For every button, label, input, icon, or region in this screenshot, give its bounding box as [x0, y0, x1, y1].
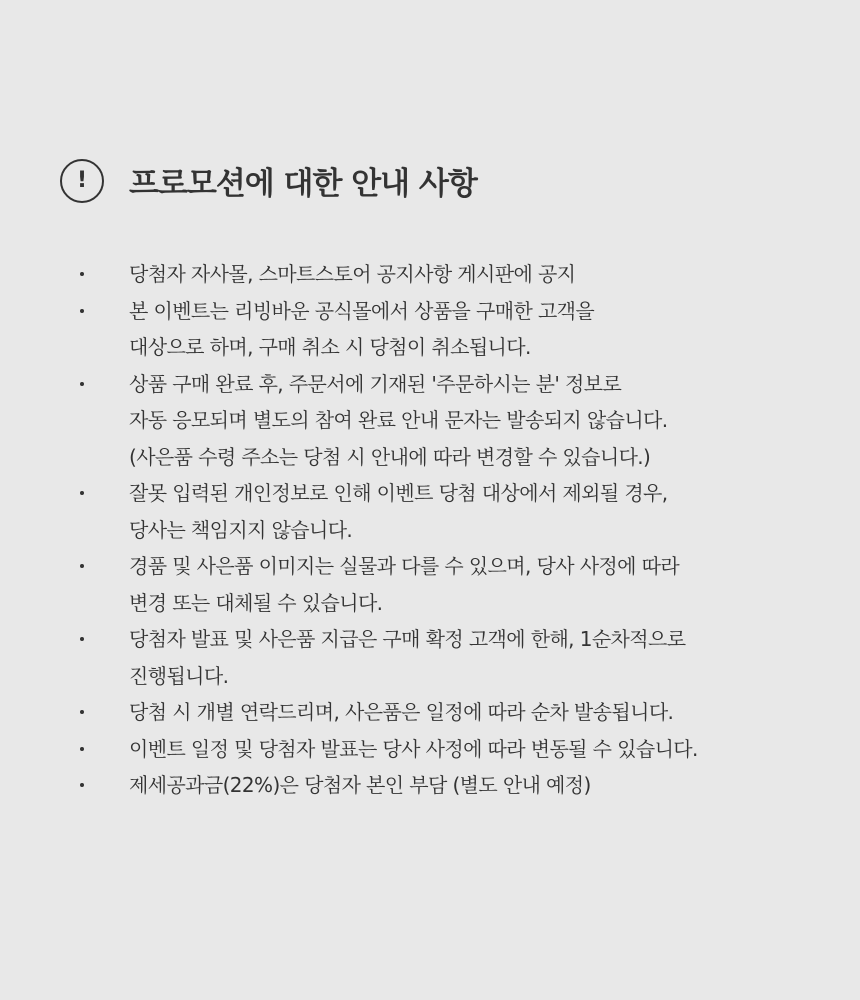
notice-item [0, 621, 860, 694]
bullet-icon [80, 256, 90, 293]
bullet-icon [80, 475, 90, 512]
notice-line: 경품 및 사은품 이미지는 실물과 다를 수 있으며, 당사 사정에 따라 [129, 554, 680, 578]
notice-line: 변경 또는 대체될 수 있습니다. [129, 590, 383, 615]
notice-item [0, 293, 860, 366]
bullet-icon [80, 767, 90, 804]
bullet-icon [80, 366, 90, 403]
notice-item [0, 366, 860, 476]
notice-line: 당사는 책임지지 않습니다. [129, 517, 353, 542]
notice-line: (사은품 수령 주소는 당첨 시 안내에 따라 변경할 수 있습니다.) [129, 444, 651, 469]
notice-item [0, 548, 860, 621]
notice-header [60, 158, 477, 203]
notice-line: 진행됩니다. [129, 663, 229, 688]
notice-line: 자동 응모되며 별도의 참여 완료 안내 문자는 발송되지 않습니다. [129, 408, 668, 432]
notice-line: 잘못 입력된 개인정보로 인해 이벤트 당첨 대상에서 제외될 경우, [129, 481, 668, 505]
notice-line: 상품 구매 완료 후, 주문서에 기재된 '주문하시는 분' 정보로 [129, 371, 622, 396]
notice-line: 대상으로 하며, 구매 취소 시 당첨이 취소됩니다. [129, 335, 531, 359]
page-title: 프로모션에 대한 안내 사항 [129, 166, 477, 202]
bullet-icon [80, 548, 90, 585]
notice-line: 이벤트 일정 및 당첨자 발표는 당사 사정에 따라 변동될 수 있습니다. [129, 736, 698, 761]
notice-item [0, 694, 860, 731]
notice-line: 당첨자 자사몰, 스마트스토어 공지사항 게시판에 공지 [129, 262, 576, 286]
notice-item [0, 475, 860, 548]
notice-list [0, 256, 860, 804]
notice-item [0, 767, 860, 804]
notice-line: 제세공과금(22%)은 당첨자 본인 부담 (별도 안내 예정) [129, 773, 591, 797]
notice-line: 당첨자 발표 및 사은품 지급은 구매 확정 고객에 한해, 1순차적으로 [129, 627, 686, 651]
bullet-icon [80, 621, 90, 658]
bullet-icon [80, 694, 90, 731]
notice-line: 당첨 시 개별 연락드리며, 사은품은 일정에 따라 순차 발송됩니다. [129, 700, 674, 724]
notice-item [0, 256, 860, 293]
bullet-icon [80, 731, 90, 768]
bullet-icon [80, 293, 90, 330]
notice-line: 본 이벤트는 리빙바운 공식몰에서 상품을 구매한 고객을 [129, 298, 595, 323]
notice-item [0, 731, 860, 768]
exclamation-circle-icon: ! [60, 159, 104, 203]
